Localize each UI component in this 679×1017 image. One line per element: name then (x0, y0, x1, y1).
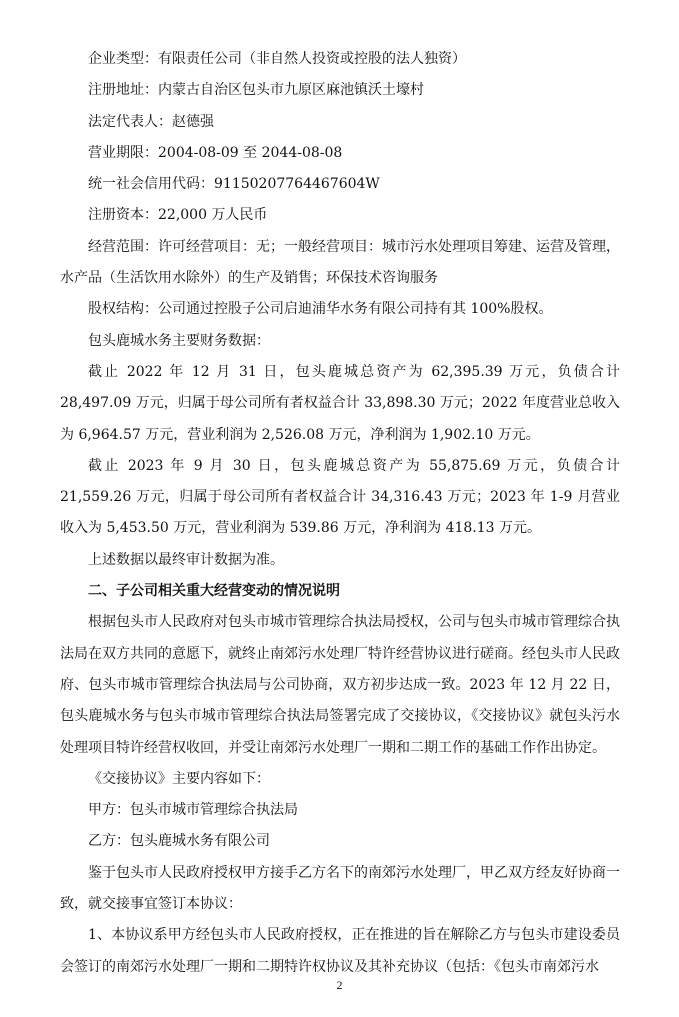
document-body (60, 44, 620, 983)
registered-address: 注册地址：内蒙古自治区包头市九原区麻池镇沃土壕村 (88, 82, 424, 99)
section-heading: 二、子公司相关重大经营变动的情况说明 (88, 583, 340, 600)
financial-title: 包头鹿城水务主要财务数据： (88, 332, 270, 349)
financial-2023: 截止 2023 年 9 月 30 日，包头鹿城总资产为 55,875.69 万元，负债合计 21,559.26 万元，归属于母公司所有者权益合计 34,316.43 万元；2023 年 1-9 月营业收入为 5,453.50 万元，营业利润为 539.86 万元，净利润为 418.13 万元。 (60, 457, 620, 537)
business-scope: 经营范围：许可经营项目：无；一般经营项目：城市污水处理项目筹建、运营及管理，水产品（生活饮用水除外）的生产及销售；环保技术咨询服务 (60, 238, 620, 287)
registered-capital: 注册资本：22,000 万人民币 (88, 207, 268, 224)
party-b: 乙方：包头鹿城水务有限公司 (88, 833, 270, 850)
financial-2022: 截止 2022 年 12 月 31 日，包头鹿城总资产为 62,395.39 万元，负债合计 28,497.09 万元，归属于母公司所有者权益合计 33,898.30 万元；2022 年度营业总收入为 6,964.57 万元，营业利润为 2,526.08 万元，净利润为 1,902.10 万元。 (60, 363, 620, 443)
page-number: 2 (336, 978, 343, 992)
agreement-intro: 《交接协议》主要内容如下： (88, 770, 270, 787)
legal-representative: 法定代表人：赵德强 (88, 113, 214, 130)
credit-code: 统一社会信用代码：91150207764467604W (88, 176, 380, 193)
enterprise-type: 企业类型：有限责任公司（非自然人投资或控股的法人独资） (88, 51, 466, 67)
audit-note: 上述数据以最终审计数据为准。 (88, 551, 284, 568)
equity-structure: 股权结构：公司通过控股子公司启迪浦华水务有限公司持有其 100%股权。 (88, 301, 553, 318)
clause-1: 1、本协议系甲方经包头市人民政府授权，正在推进的旨在解除乙方与包头市建设委员会签订的南郊污水处理厂一期和二期特许权协议及其补充协议（包括：《包头市南郊污水 (60, 927, 620, 975)
business-term: 营业期限：2004-08-09 至 2044-08-08 (88, 144, 343, 161)
party-a: 甲方：包头市城市管理综合执法局 (88, 802, 298, 819)
preamble: 鉴于包头市人民政府授权甲方接手乙方名下的南郊污水处理厂，甲乙双方经友好协商一致，就交接事宜签订本协议： (60, 864, 620, 913)
background-paragraph: 根据包头市人民政府对包头市城市管理综合执法局授权，公司与包头市城市管理综合执法局在双方共同的意愿下，就终止南郊污水处理厂特许经营协议进行磋商。经包头市人民政府、包头市城市管理综合执法局与公司协商，双方初步达成一致。2023 年 12 月 22 日，包头鹿城水务与包头市城市管理综合执法局签署完成了交接协议，《交接协议》就包头污水处理项目特许经营权收回，并受让南郊污水处理厂一期和二期工作的基础工作作出协定。 (60, 614, 620, 756)
